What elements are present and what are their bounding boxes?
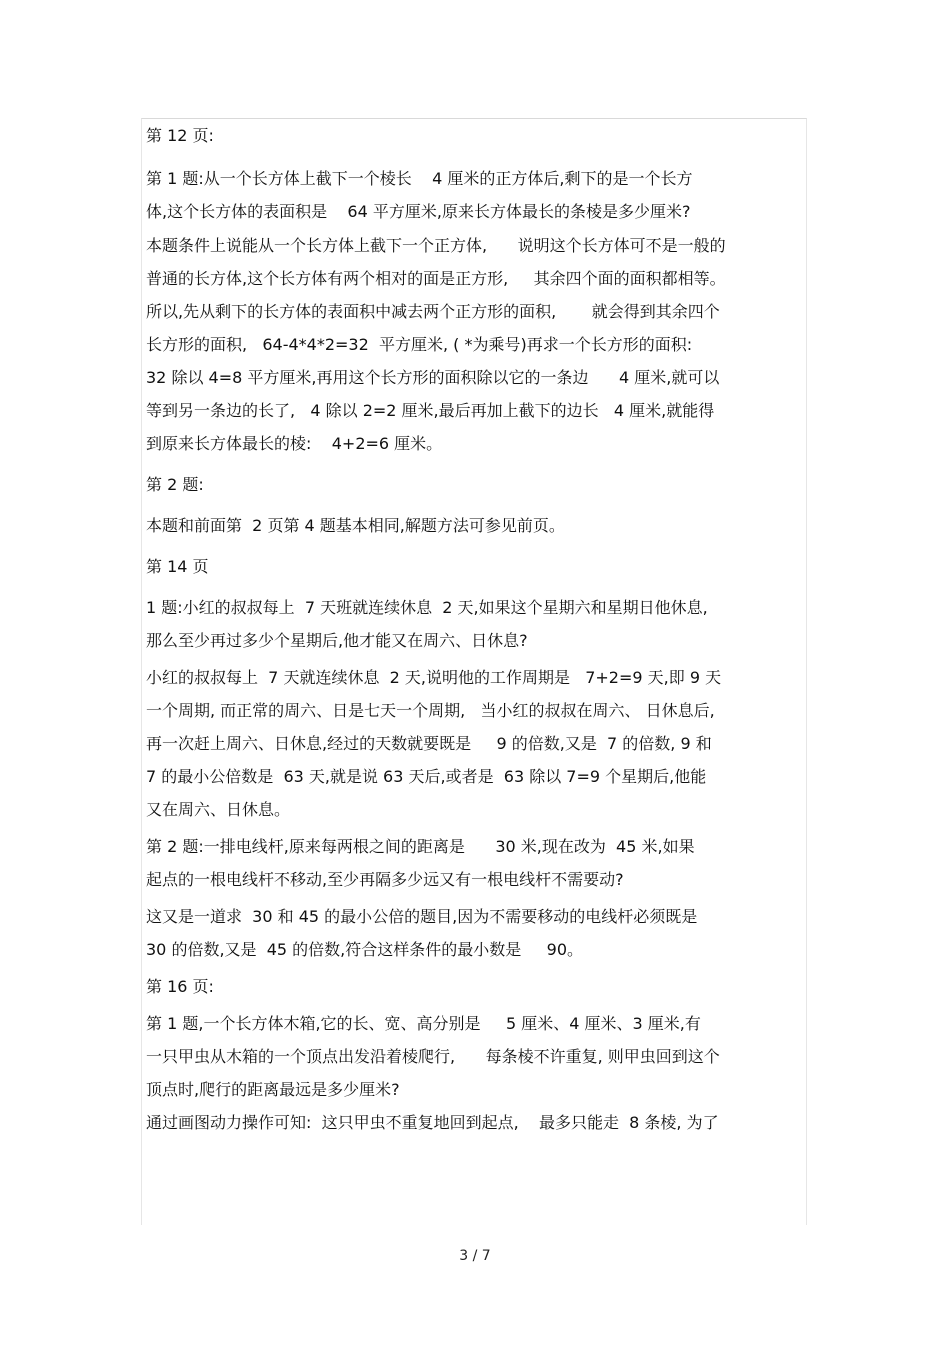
- question-p16-1-line-1: 第 1 题,一个长方体木箱,它的长、宽、高分别是 5 厘米、4 厘米、3 厘米,有: [146, 1014, 701, 1033]
- answer-p14-1-line-4: 7 的最小公倍数是 63 天,就是说 63 天后,或者是 63 除以 7=9 个星期后,他能: [146, 767, 707, 786]
- answer-1-line-4: 长方形的面积, 64-4*4*2=32 平方厘米, ( *为乘号)再求一个长方形的面积:: [146, 335, 693, 354]
- answer-p14-2-line-1: 这又是一道求 30 和 45 的最小公倍的题目,因为不需要移动的电线杆必须既是: [146, 907, 698, 926]
- question-p14-1-line-2: 那么至少再过多少个星期后,他才能又在周六、日休息?: [146, 631, 528, 650]
- answer-p14-1-line-2: 一个周期, 而正常的周六、日是七天一个周期, 当小红的叔叔在周六、 日休息后,: [146, 701, 715, 720]
- question-1-line-2: 体,这个长方体的表面积是 64 平方厘米,原来长方体最长的条棱是多少厘米?: [146, 202, 691, 221]
- answer-p14-1-line-1: 小红的叔叔每上 7 天就连续休息 2 天,说明他的工作周期是 7+2=9 天,即 9 天: [146, 668, 722, 687]
- question-p14-2-line-2: 起点的一根电线杆不移动,至少再隔多少远又有一根电线杆不需要动?: [146, 870, 624, 889]
- answer-1-line-1: 本题条件上说能从一个长方体上截下一个正方体, 说明这个长方体可不是一般的: [146, 236, 726, 255]
- answer-2-line-1: 本题和前面第 2 页第 4 题基本相同,解题方法可参见前页。: [146, 516, 565, 535]
- question-1-line-1: 第 1 题:从一个长方体上截下一个棱长 4 厘米的正方体后,剩下的是一个长方: [146, 169, 693, 188]
- question-p16-1-line-3: 顶点时,爬行的距离最远是多少厘米?: [146, 1080, 400, 1099]
- heading-page-16: 第 16 页:: [146, 977, 214, 996]
- document-body: [146, 119, 806, 1136]
- document-page: [141, 118, 807, 1225]
- answer-1-line-2: 普通的长方体,这个长方体有两个相对的面是正方形, 其余四个面的面积都相等。: [146, 269, 726, 288]
- question-2-heading: 第 2 题:: [146, 475, 204, 494]
- answer-p14-1-line-3: 再一次赶上周六、日休息,经过的天数就要既是 9 的倍数,又是 7 的倍数, 9 和: [146, 734, 712, 753]
- page-number: 3 / 7: [459, 1248, 491, 1264]
- heading-page-12: 第 12 页:: [146, 126, 214, 145]
- answer-p14-1-line-5: 又在周六、日休息。: [146, 800, 291, 819]
- answer-1-line-5: 32 除以 4=8 平方厘米,再用这个长方形的面积除以它的一条边 4 厘米,就可以: [146, 368, 720, 387]
- question-p14-1-line-1: 1 题:小红的叔叔每上 7 天班就连续休息 2 天,如果这个星期六和星期日他休息,: [146, 598, 708, 617]
- answer-p16-1-line-1: 通过画图动力操作可知: 这只甲虫不重复地回到起点, 最多只能走 8 条棱, 为了: [146, 1113, 719, 1132]
- answer-1-line-7: 到原来长方体最长的棱: 4+2=6 厘米。: [146, 434, 443, 453]
- question-p14-2-line-1: 第 2 题:一排电线杆,原来每两根之间的距离是 30 米,现在改为 45 米,如果: [146, 837, 695, 856]
- heading-page-14: 第 14 页: [146, 557, 209, 576]
- answer-1-line-6: 等到另一条边的长了, 4 除以 2=2 厘米,最后再加上截下的边长 4 厘米,就能得: [146, 401, 715, 420]
- answer-p14-2-line-2: 30 的倍数,又是 45 的倍数,符合这样条件的最小数是 90。: [146, 940, 584, 959]
- answer-1-line-3: 所以,先从剩下的长方体的表面积中减去两个正方形的面积, 就会得到其余四个: [146, 302, 720, 321]
- question-p16-1-line-2: 一只甲虫从木箱的一个顶点出发沿着棱爬行, 每条棱不许重复, 则甲虫回到这个: [146, 1047, 720, 1066]
